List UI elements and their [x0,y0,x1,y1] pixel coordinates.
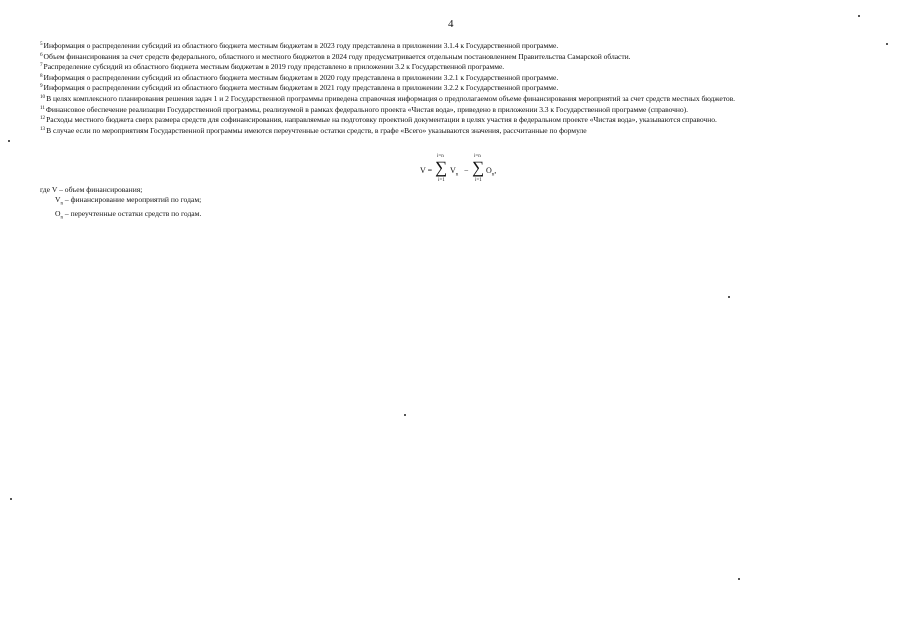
footnote-mark: 13 [40,125,46,132]
footnote-13 [40,125,880,136]
footnote-mark: 9 [40,83,43,90]
sum1-lower-limit: i=1 [438,178,445,183]
scan-speck [886,43,888,45]
footnote-11 [40,104,880,115]
footnote-text: Информация о распределении субсидий из областного бюджета местным бюджетам в 2023 году представлена в приложении 3.1.4 к Государственной программе. [43,41,559,50]
footnote-text: Расходы местного бюджета сверх размера средств для софинансирования, направляемые на подготовку проектной документации в целях участия в федеральном проекте «Чистая вода», указываются справочно. [46,115,717,125]
page-number: 4 [448,18,454,30]
legend-on-subscript: n [60,215,63,221]
footnote-12 [40,114,880,125]
formula-minus: − [464,166,469,175]
legend-line-vn [40,195,201,209]
legend-on-symbol: O [55,208,61,218]
footnote-10 [40,93,880,104]
scan-speck [858,15,860,17]
footnote-9 [40,82,880,93]
formula-tail: , [494,166,497,175]
formula-term-o-symbol: O [486,166,492,175]
footnote-5 [40,40,880,51]
footnote-text: Финансовое обеспечение реализации Государственной программы, реализуемой в рамках федерального проекта «Чистая вода», приведено в приложении 3.3 к Государственной программе (справочно). [45,104,688,114]
legend-on-text: – переучтенные остатки средств по годам. [62,208,202,218]
formula-term-o [486,166,496,178]
funding-formula [420,154,510,188]
scan-speck [738,578,740,580]
footnote-mark: 6 [40,51,43,58]
formula-legend [40,185,201,223]
footnote-text: Объем финансирования за счет средств федерального, областного и местного бюджетов в 2024 году предусматривается отдельным постановлением Правительства Самарской области. [43,51,631,61]
footnote-mark: 11 [40,104,45,111]
footnotes-block [40,40,880,135]
footnote-text: Распределение субсидий из областного бюджета местным бюджетам в 2019 году представлено в приложении 3.2 к Государственной программе. [43,62,505,72]
scan-speck [8,140,10,142]
footnote-mark: 12 [40,115,46,122]
sum1-upper-limit: i=n [437,154,444,159]
footnote-7 [40,61,880,72]
formula-term-v-subscript: n [455,172,459,178]
formula-term-v-symbol: V [450,166,456,175]
formula-term-v [450,166,458,178]
formula-term-o-subscript: n [491,172,495,178]
legend-vn-subscript: n [60,201,63,207]
legend-vn-symbol: V [55,194,61,204]
footnote-text: Информация о распределении субсидий из областного бюджета местным бюджетам в 2021 году представлена в приложении 3.2.2 к Государственной программе. [43,83,559,93]
legend-line-on [40,209,201,223]
footnote-text: В случае если по мероприятиям Государственной программы имеются переучтенные остатки средств, в графе «Всего» указываются значения, рассчитанные по формуле [46,125,587,135]
footnote-text: Информация о распределении субсидий из областного бюджета местным бюджетам в 2020 году представлена в приложении 3.2.1 к Государственной программе. [43,72,559,82]
scan-speck [728,296,730,298]
footnote-mark: 10 [40,93,46,100]
footnote-mark: 7 [40,62,43,69]
sum1-sigma-icon: ∑ [435,158,448,177]
legend-vn-text: – финансирование мероприятий по годам; [62,194,202,204]
scan-speck [404,414,406,416]
sum2-sigma-icon: ∑ [472,158,485,177]
scan-speck [10,498,12,500]
footnote-mark: 8 [40,72,43,79]
footnote-mark: 5 [40,41,43,47]
footnote-text: В целях комплексного планирования решения задач 1 и 2 Государственной программы приведена справочная информация о предполагаемом объеме финансирования мероприятий за счет средств местных бюджетов. [46,93,736,103]
sum2-lower-limit: i=1 [475,178,482,183]
legend-line-v: где V – объем финансирования; [40,185,143,194]
footnote-8 [40,72,880,83]
sum2-upper-limit: i=n [474,154,481,159]
formula-lhs: V = [420,166,433,175]
footnote-6 [40,51,880,62]
